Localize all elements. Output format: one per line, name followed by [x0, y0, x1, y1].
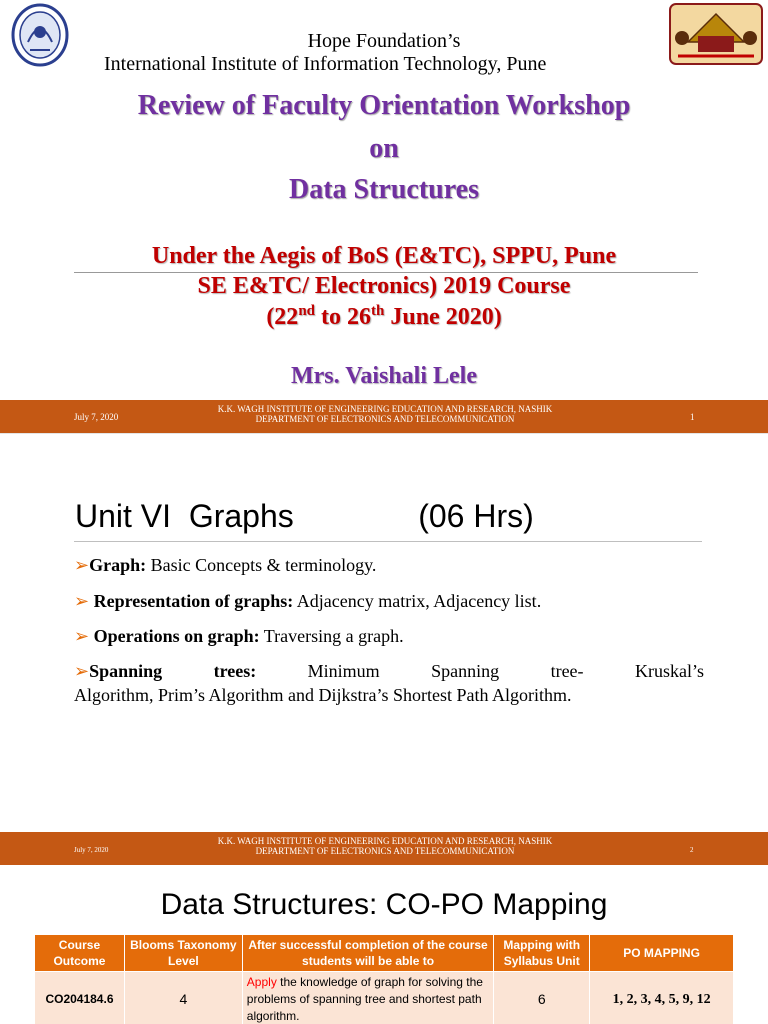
copo-title: Data Structures: CO-PO Mapping: [160, 888, 608, 921]
copo-table: [34, 934, 734, 1024]
slide-separator: [0, 433, 768, 444]
presenter-name: Mrs. Vaishali Lele: [290, 363, 477, 389]
footer-date: July 7, 2020: [74, 412, 119, 422]
subtitle-dates: (22nd to 26th June 2020): [266, 303, 502, 330]
footer-institution: K.K. WAGH INSTITUTE OF ENGINEERING EDUCATION AND RESEARCH, NASHIK DEPARTMENT OF ELECTRONICS AND TELECOMMUNICATION: [217, 404, 553, 424]
cell-syllabus-unit: 6: [494, 972, 590, 1024]
workshop-title-line3: Data Structures: [288, 174, 479, 205]
unit-title: Unit VI Graphs (06 Hrs): [75, 498, 534, 534]
cell-statement: Apply the knowledge of graph for solving the problems of spanning tree and shortest path algorithm.: [242, 972, 494, 1024]
table-header-row: [35, 935, 734, 972]
cell-course-outcome: CO204184.6: [35, 972, 125, 1024]
slide-1: [0, 0, 768, 432]
bullet-item: ➢ Operations on graph: Traversing a graph.: [74, 626, 404, 646]
institution-name-line2: International Institute of Information Technology, Pune: [104, 53, 547, 75]
arrow-bullet-icon: ➢: [74, 555, 90, 575]
bullet-continuation: Algorithm, Prim’s Algorithm and Dijkstra’s Shortest Path Algorithm.: [74, 685, 572, 705]
header-course-outcome: Course Outcome: [35, 935, 125, 972]
institution-name-line1: Hope Foundation’s: [307, 30, 461, 52]
workshop-title-line1: Review of Faculty Orientation Workshop: [137, 90, 631, 121]
cell-po-mapping: 1, 2, 3, 4, 5, 9, 12: [590, 972, 734, 1024]
cell-blooms-level: 4: [124, 972, 242, 1024]
footer-institution: K.K. WAGH INSTITUTE OF ENGINEERING EDUCATION AND RESEARCH, NASHIK DEPARTMENT OF ELECTRONICS AND TELECOMMUNICATION: [217, 836, 553, 856]
bullet-item: ➢Graph: Basic Concepts & terminology.: [74, 555, 377, 575]
bullet-item: ➢ Representation of graphs: Adjacency matrix, Adjacency list.: [74, 591, 542, 611]
subtitle-course: SE E&TC/ Electronics) 2019 Course: [197, 273, 571, 299]
bullet-item: ➢Spanning trees: Minimum Spanning tree- Kruskal’s: [74, 661, 704, 681]
table-row: [35, 972, 734, 1024]
footer-date: July 7, 2020: [74, 846, 109, 854]
header-statement: After successful completion of the course students will be able to: [242, 935, 494, 972]
header-po-mapping: PO MAPPING: [590, 935, 734, 972]
header-blooms-level: Blooms Taxonomy Level: [124, 935, 242, 972]
footer-page-number: 2: [690, 846, 694, 854]
footer-page-number: 1: [690, 412, 695, 422]
arrow-bullet-icon: ➢: [74, 591, 94, 611]
slide-footer: [0, 832, 768, 865]
header-syllabus-unit: Mapping with Syllabus Unit: [494, 935, 590, 972]
arrow-bullet-icon: ➢: [74, 626, 94, 646]
arrow-bullet-icon: ➢: [74, 661, 90, 681]
workshop-title-line2: on: [369, 133, 399, 164]
slide-footer: [0, 400, 768, 433]
subtitle-aegis: Under the Aegis of BoS (E&TC), SPPU, Pune: [151, 243, 617, 269]
divider: [74, 541, 702, 542]
